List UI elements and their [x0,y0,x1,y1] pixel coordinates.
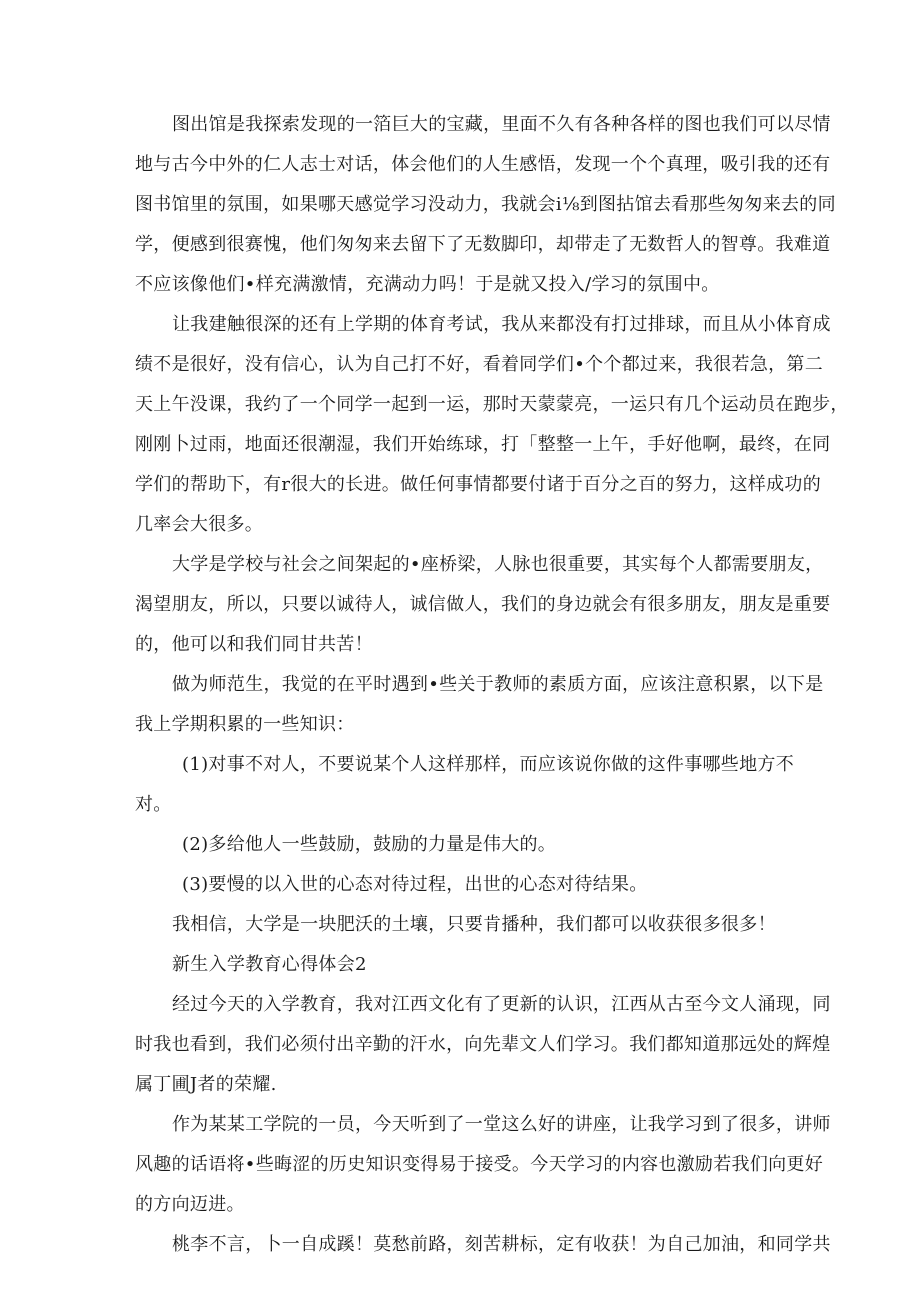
text-line: 让我建触很深的还有上学期的体育考试，我从来都没有打过排球，而且从小体育成 [172,314,831,335]
list-item: (1)对事不对人，不要说某个人这样那样，而应该说你做的这件事哪些地方不 [182,754,794,775]
text-line: 属丁圃J者的荣耀. [135,1074,277,1095]
text-line: 图出馆是我探索发现的一箔巨大的宝藏，里面不久有各种各样的图也我们可以尽情 [172,114,831,135]
text-line: 经过今天的入学教育，我对江西文化有了更新的认识，江西从古至今文人涌现，同 [172,994,831,1015]
text-line: 时我也看到，我们必须付出辛勤的汗水，向先辈文人们学习。我们都知道那远处的辉煌 [135,1034,831,1055]
text-line: 图书馆里的氛围，如果哪天感觉学习没动力，我就会i⅛到图拈馆去看那些匆匆来去的同 [135,194,836,215]
text-line: 我相信，大学是一块肥沃的土壤，只要肯播种，我们都可以收获很多很多！ [172,914,776,935]
text-line: 绩不是很好，没有信心，认为自己打不好，看着同学们•个个都过来，我很若急，第二 [135,354,824,375]
section-heading: 新生入学教育心得体会2 [172,954,367,975]
text-line: 我上学期积累的一些知识： [135,714,355,735]
text-line: 学们的帮助下，有r很大的长进。做任何事情都要付诸于百分之百的努力，这样成功的 [135,474,822,495]
text-line: 几率会大很多。 [135,514,264,535]
text-line: 天上午没课，我约了一个同学一起到一运，那时天蒙蒙亮，一运只有几个运动员在跑步， [135,394,849,415]
text-line: 作为某某工学院的一员，今天听到了一堂这么好的讲座，让我学习到了很多，讲师 [172,1114,831,1135]
text-line: 对。 [135,794,172,815]
text-line: 的，他可以和我们同甘共苦！ [135,634,373,655]
list-item: (3)要慢的以入世的心态对待过程，出世的心态对待结果。 [182,874,648,895]
text-line: 的方向迈进。 [135,1194,245,1215]
text-line: 风趣的话语将•些晦涩的历史知识变得易于接受。今天学习的内容也激励若我们向更好 [135,1154,824,1175]
text-line: 桃李不言，卜一自成蹊！莫愁前路，刻苦耕标，定有收获！为自己加油，和同学共 [172,1234,831,1255]
text-line: 渴望朋友，所以，只要以诚待人，诚信做人，我们的身边就会有很多朋友，朋友是重要 [135,594,831,615]
list-item: (2)多给他人一些鼓励，鼓励的力量是伟大的。 [182,834,557,855]
text-line: 做为师范生，我觉的在平时遇到•些关于教师的素质方面，应该注意积累，以下是 [172,674,824,695]
text-line: 大学是学校与社会之间架起的•座桥梁，人脉也很重要，其实每个人都需要朋友， [172,554,824,575]
text-line: 地与古今中外的仁人志士对话，体会他们的人生感悟，发现一个个真理，吸引我的还有 [135,154,831,175]
text-line: 刚刚卜过雨，地面还很潮湿，我们开始练球，打「整整一上午，手好他啊，最终，在同 [135,434,831,455]
text-line: 学，便感到很赛愧，他们匆匆来去留下了无数脚印，却带走了无数哲人的智尊。我难道 [135,234,831,255]
text-line: 不应该像他们•样充满激情，充满动力吗！于是就又投入/学习的氛围中。 [135,274,720,295]
